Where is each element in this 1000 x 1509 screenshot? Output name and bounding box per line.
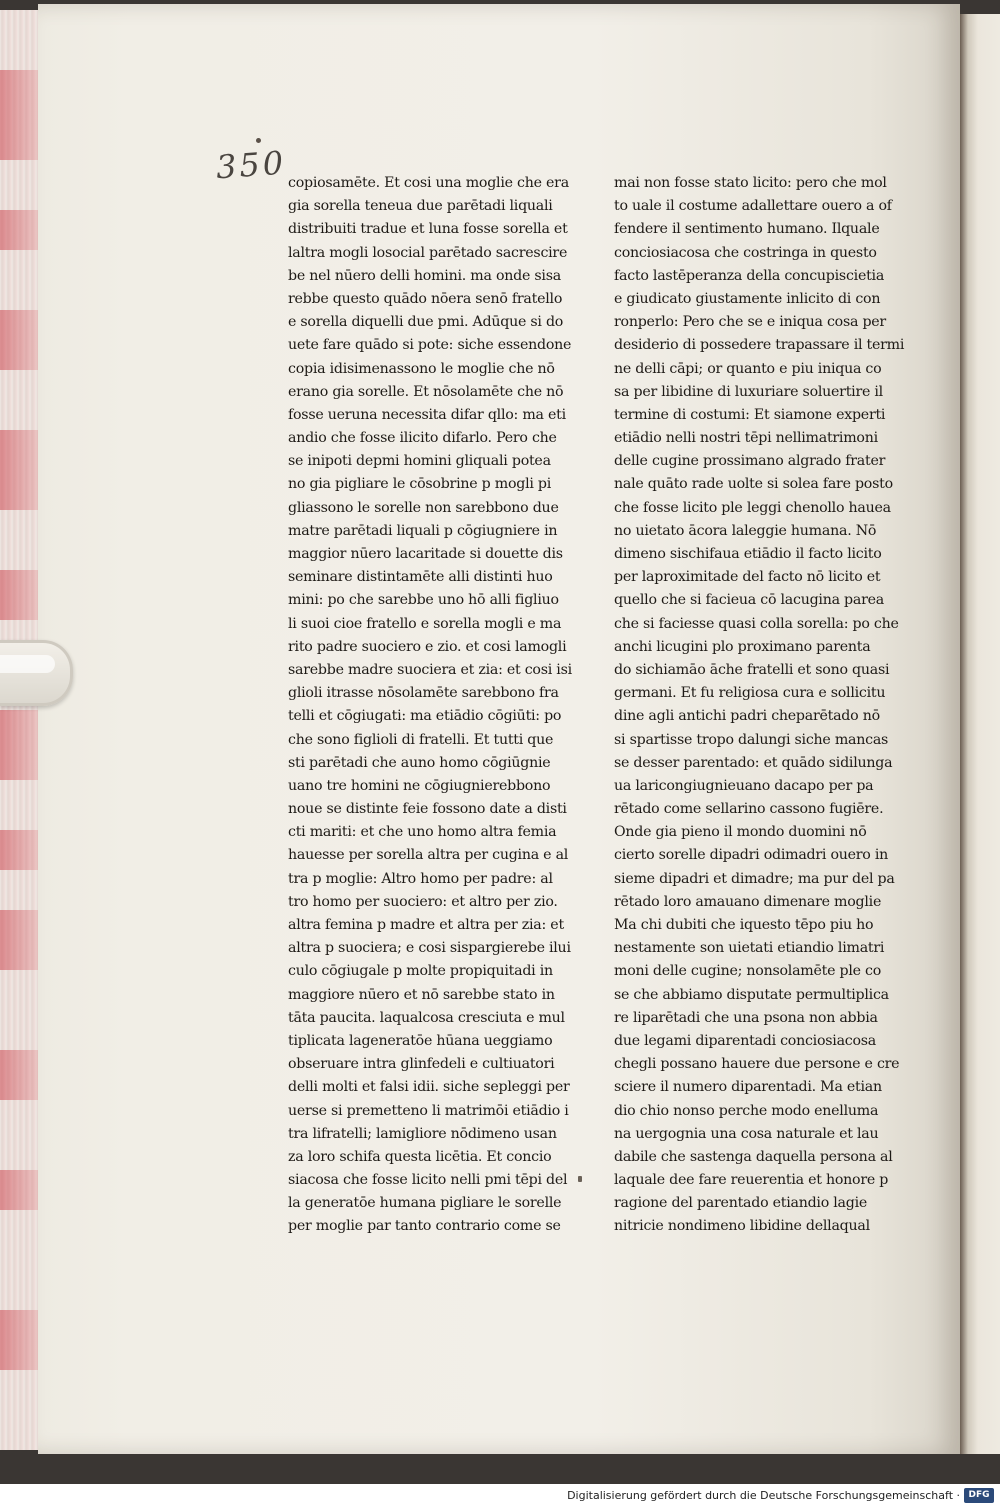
text-line: ragione del parentado etiandio lagie — [614, 1195, 868, 1212]
text-line: tra p moglie: Altro homo per padre: al — [288, 870, 553, 887]
text-line: conciosiacosa che costringa in questo — [614, 244, 877, 261]
text-line: gliassono le sorelle non sarebbono due — [288, 499, 559, 516]
ink-dot — [256, 138, 261, 143]
text-line: nale quāto rade uolte si solea fare posto — [614, 476, 893, 493]
text-line: tro homo per suociero: et altro per zio. — [288, 893, 558, 910]
text-line: due legami diparentadi conciosiacosa — [614, 1032, 877, 1049]
text-line: Onde gia pieno il mondo duomini nō — [614, 824, 867, 841]
text-line: re liparētadi che una psona non abbia — [614, 1009, 878, 1026]
text-line: sti parētadi che auno homo cōgiūgnie — [288, 754, 551, 771]
text-line: che si faciesse quasi colla sorella: po che — [614, 615, 899, 632]
text-line: altra p suociera; e cosi sispargierebe ilui — [288, 940, 571, 957]
text-line: rito padre suociero e zio. et cosi lamogli — [288, 638, 567, 655]
text-line: termine di costumi: Et siamone experti — [614, 406, 886, 423]
text-line: che fosse licito ple leggi chenollo hauea — [614, 499, 891, 516]
text-line: copiosamēte. Et cosi una moglie che era — [288, 175, 569, 191]
text-line: rētado come sellarino cassono fugiēre. — [614, 801, 884, 818]
text-line: uete fare quādo si pote: siche essendone — [288, 337, 572, 354]
text-line: se che abbiamo disputate permultiplica — [614, 986, 889, 1003]
text-line: sarebbe madre suociera et zia: et cosi isi — [288, 661, 572, 678]
text-line: se inipoti depmi homini gliquali potea — [288, 453, 551, 470]
text-line: tāta paucita. laqualcosa cresciuta e mul — [288, 1009, 565, 1026]
text-line: gia sorella teneua due parētadi liquali — [288, 198, 553, 215]
text-line: erano gia sorelle. Et nōsolamēte che nō — [288, 383, 564, 400]
text-line: noue se distinte feie fossono date a disti — [288, 801, 567, 818]
text-line: glioli itrasse nōsolamēte sarebbono fra — [288, 685, 559, 702]
text-line: obseruare intra glinfedeli e cultiuatori — [288, 1056, 555, 1073]
text-line: la generatōe humana pigliare le sorelle — [288, 1195, 562, 1212]
text-line: copia idisimenassono le moglie che nō — [288, 360, 555, 377]
text-line: dimeno sischifaua etiādio il facto licito — [614, 546, 882, 562]
text-line: etiādio nelli nostri tēpi nellimatrimoni — [614, 430, 878, 447]
text-line: per moglie par tanto contrario come se — [288, 1218, 561, 1235]
text-line: za loro schifa questa licētia. Et concio — [288, 1148, 552, 1165]
text-line: delli molti et falsi idii. siche sepleggi per — [288, 1079, 570, 1096]
text-line: no gia pigliare le cōsobrine p mogli pi — [288, 476, 552, 493]
text-line: nestamente son uietati etiandio limatri — [614, 940, 885, 957]
text-line: be nel nūero delli homini. ma onde sisa — [288, 267, 561, 284]
text-line: se desser parentado: et quādo sidilunga — [614, 754, 893, 771]
text-line: sa per libidine di luxuriare soluertire il — [614, 383, 883, 400]
text-line: distribuiti tradue et luna fosse sorella et — [288, 221, 568, 238]
text-line: laltra mogli losocial parētado sacrescire — [288, 244, 568, 261]
text-line: e giudicato giustamente inlicito di con — [614, 290, 881, 307]
text-line: dabile che sastenga daquella persona al — [614, 1148, 893, 1165]
text-line: maggiore nūero et nō sarebbe stato in — [288, 986, 555, 1003]
text-line: quello che si facieua cō lacugina parea — [614, 592, 884, 609]
dfg-logo: DFG — [964, 1488, 994, 1503]
text-line: per laproximitade del facto nō licito et — [614, 569, 881, 586]
text-line: facto lastēperanza della concupiscietia — [614, 267, 885, 284]
text-line: e sorella diquelli due pmi. Adūque si do — [288, 314, 564, 331]
text-line: li suoi cioe fratello e sorella mogli e ma — [288, 615, 562, 632]
text-column-right — [614, 172, 914, 1239]
text-line: fosse ueruna necessita difar qllo: ma eti — [288, 406, 566, 423]
text-line: anchi licugini plo proximano parenta — [614, 638, 871, 655]
text-line: moni delle cugine; nonsolamēte ple co — [614, 963, 882, 980]
text-line: dine agli antichi padri cheparētado nō — [614, 708, 880, 725]
text-line: rebbe questo quādo nōera senō fratello — [288, 290, 563, 307]
footer-bar — [0, 1484, 1000, 1509]
text-line: seminare distintamēte alli distinti huo — [288, 569, 553, 586]
text-line: altra femina p madre et altra per zia: et — [288, 917, 564, 933]
ink-mark — [578, 1176, 582, 1182]
text-line: che sono figlioli di fratelli. Et tutti que — [288, 731, 554, 748]
facing-page-edge — [960, 14, 1000, 1454]
text-line: culo cōgiugale p molte propiquitadi in — [288, 963, 553, 980]
text-line: do sichiamāo āche fratelli et sono quasi — [614, 661, 890, 678]
page-clip-highlight — [0, 655, 55, 673]
text-line: si spartisse tropo dalungi siche mancas — [614, 731, 889, 748]
text-line: mai non fosse stato licito: pero che mol — [614, 175, 887, 191]
funding-notice: Digitalisierung gefördert durch die Deutsche Forschungsgemeinschaft · — [567, 1489, 960, 1502]
text-line: matre parētadi liquali p cōgiugniere in — [288, 522, 558, 539]
text-column-left — [288, 172, 572, 1239]
text-line: siacosa che fosse licito nelli pmi tēpi del — [288, 1172, 568, 1189]
text-line: nitricie nondimeno libidine dellaqual — [614, 1218, 870, 1235]
text-line: no uietato ācora laleggie humana. Nō — [614, 522, 877, 539]
text-line: germani. Et fu religiosa cura e sollicitu — [614, 685, 886, 702]
text-line: tiplicata lageneratōe hūana ueggiamo — [288, 1032, 553, 1049]
text-line: delle cugine prossimano algrado frater — [614, 453, 886, 470]
text-line: cierto sorelle dipadri odimadri ouero in — [614, 847, 889, 864]
text-line: telli et cōgiugati: ma etiādio cōgiūti: po — [288, 708, 562, 725]
text-line: mini: po che sarebbe uno hō alli figliuo — [288, 592, 559, 609]
text-line: uerse si premetteno li matrimōi etiādio i — [288, 1102, 569, 1119]
text-line: cti mariti: et che uno homo altra femia — [288, 824, 557, 841]
page-block-edges — [0, 10, 40, 1450]
page-number: 350 — [214, 143, 288, 187]
text-line: na uergognia una cosa naturale et lau — [614, 1125, 879, 1142]
text-line: rētado loro amauano dimenare moglie — [614, 893, 882, 910]
text-line: uano tre homini ne cōgiugnierebbono — [288, 777, 551, 794]
page-clip — [0, 640, 73, 706]
text-line: ronperlo: Pero che se e iniqua cosa per — [614, 314, 886, 331]
text-line: maggior nūero lacaritade si douette dis — [288, 546, 563, 562]
text-line: Ma chi dubiti che iquesto tēpo piu ho — [614, 917, 874, 933]
text-line: laquale dee fare reuerentia et honore p — [614, 1172, 889, 1189]
text-line: andio che fosse ilicito difarlo. Pero che — [288, 430, 557, 447]
text-line: dio chio nonso perche modo enelluma — [614, 1102, 879, 1119]
text-line: sciere il numero diparentadi. Ma etian — [614, 1079, 882, 1096]
text-line: tra lifratelli; lamigliore nōdimeno usan — [288, 1125, 557, 1142]
text-line: fendere il sentimento humano. Ilquale — [614, 221, 880, 238]
text-line: hauesse per sorella altra per cugina e al — [288, 847, 569, 864]
text-line: ua laricongiugnieuano dacapo per pa — [614, 777, 874, 794]
text-line: to uale il costume adallettare ouero a of — [614, 198, 892, 215]
text-line: ne delli cāpi; or quanto e piu iniqua co — [614, 360, 882, 377]
text-line: desiderio di possedere trapassare il termi — [614, 337, 905, 354]
text-line: chegli possano hauere due persone e cre — [614, 1056, 900, 1073]
text-line: sieme dipadri et dimadre; ma pur del pa — [614, 870, 895, 887]
